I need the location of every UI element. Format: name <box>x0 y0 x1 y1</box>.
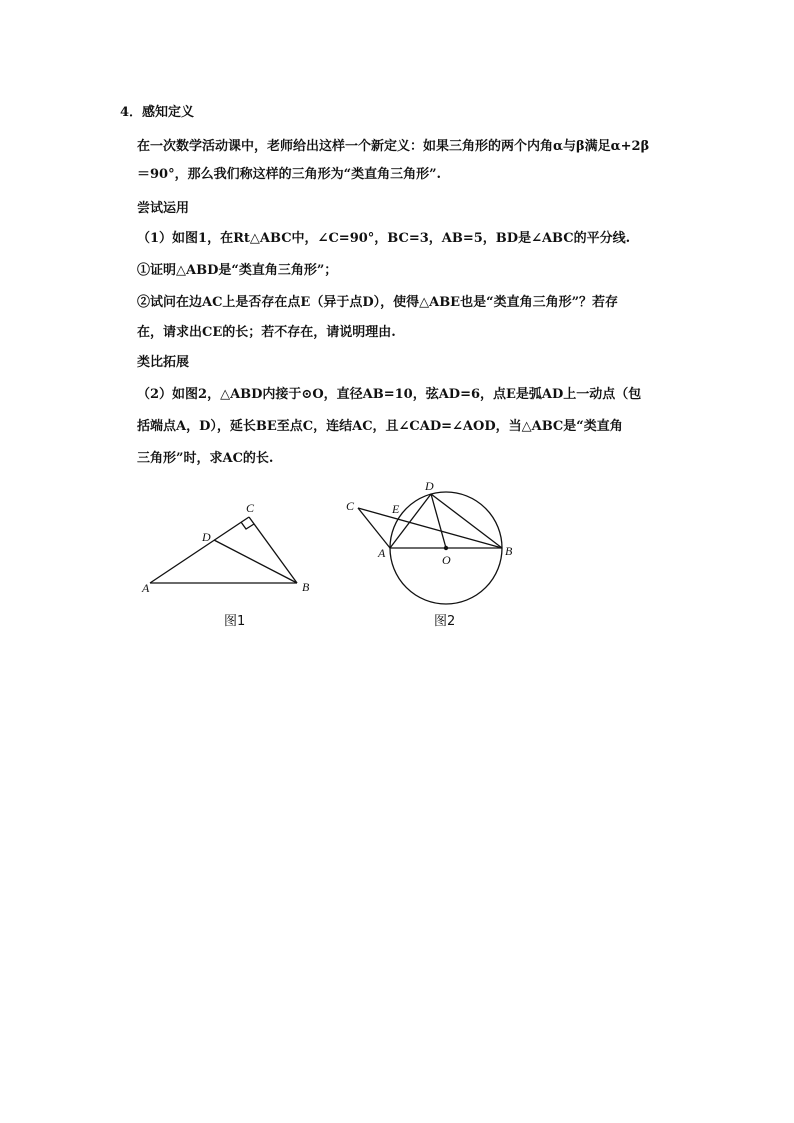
label-B: B <box>302 580 310 594</box>
figure-2 <box>340 475 530 610</box>
part2-line-3: 三角形”时，求AC的长. <box>137 451 274 466</box>
part2-line-1: （2）如图2，△ABD内接于⊙O，直径AB=10，弦AD=6，点E是弧AD上一动点（包 <box>137 387 642 402</box>
figure-2-caption: 图2 <box>434 614 456 629</box>
problem-title: 感知定义 <box>142 105 195 120</box>
segment-CB <box>249 517 297 583</box>
part1-statement: （1）如图1，在Rt△ABC中，∠C=90°，BC=3，AB=5，BD是∠ABC的平分线. <box>137 231 631 246</box>
label-O: O <box>442 553 451 567</box>
figure-1 <box>130 490 330 600</box>
problem-number: 4． <box>120 105 143 120</box>
section-title-2: 类比拓展 <box>137 355 190 370</box>
part2-line-2: 括端点A，D），延长BE至点C，连结AC，且∠CAD=∠AOD，当△ABC是“类直角 <box>137 419 623 434</box>
part1-question-2-line-1: ②试问在边AC上是否存在点E（异于点D），使得△ABE也是“类直角三角形”？若存 <box>137 295 619 310</box>
problem-header <box>120 104 194 122</box>
label-A: A <box>142 581 150 595</box>
segment-CB <box>358 508 502 548</box>
label-D: D <box>202 530 211 544</box>
segment-DB <box>431 494 502 548</box>
label-C: C <box>246 501 255 515</box>
part1-question-1: ①证明△ABD是“类直角三角形”； <box>137 263 338 278</box>
segment-DO <box>431 494 446 548</box>
label-A: A <box>378 546 386 560</box>
segment-AC <box>358 508 390 548</box>
label-B: B <box>505 544 513 558</box>
section-title-1: 尝试运用 <box>137 201 190 216</box>
part1-question-2-line-2: 在，请求出CE的长；若不存在，请说明理由. <box>137 325 396 340</box>
right-angle-mark <box>241 522 254 529</box>
label-D: D <box>425 479 434 493</box>
label-C: C <box>346 499 355 513</box>
intro-line-2: ＝90°，那么我们称这样的三角形为“类直角三角形”. <box>137 167 442 182</box>
segment-BD <box>214 540 297 583</box>
center-point-O <box>444 546 448 550</box>
intro-line-1: 在一次数学活动课中，老师给出这样一个新定义：如果三角形的两个内角α与β满足α+2β <box>137 139 650 154</box>
figure-1-caption: 图1 <box>224 614 246 629</box>
label-E: E <box>392 502 400 516</box>
